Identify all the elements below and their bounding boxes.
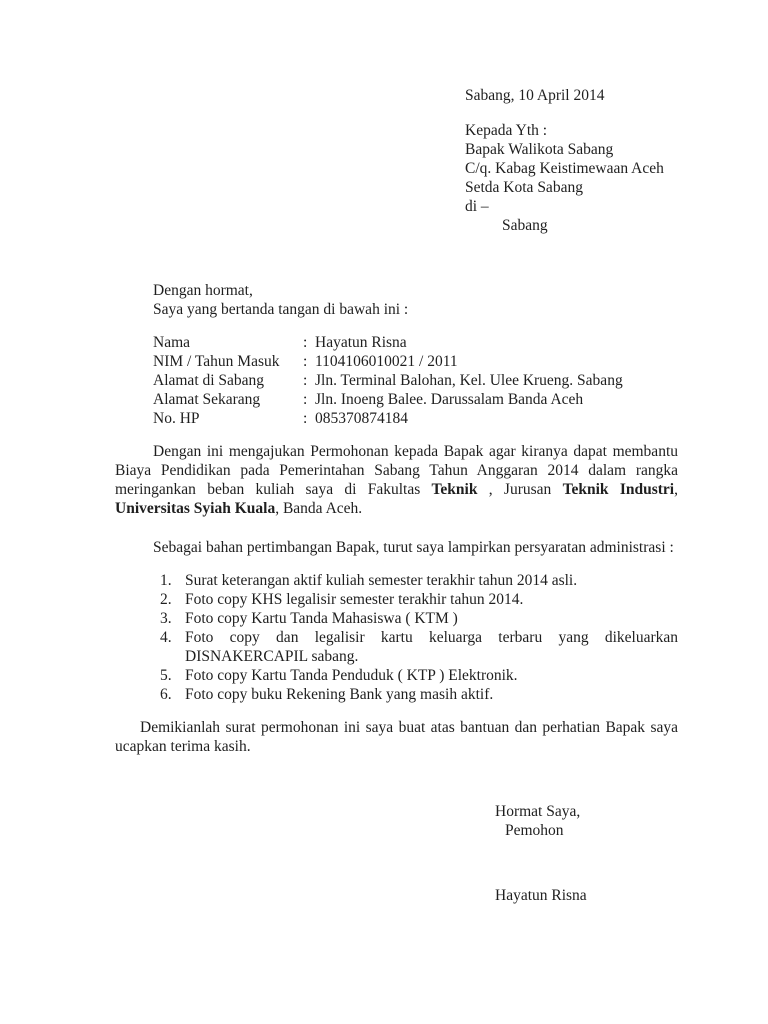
list-number: 1. bbox=[160, 572, 172, 589]
identity-value: Jln. Terminal Balohan, Kel. Ulee Krueng. Sabang bbox=[315, 372, 623, 389]
list-text: Foto copy dan legalisir kartu keluarga terbaru yang dikeluarkan DISNAKERCAPIL sabang. bbox=[185, 629, 678, 665]
list-text: Surat keterangan aktif kuliah semester terakhir tahun 2014 asli. bbox=[185, 572, 578, 589]
recipient-city: Sabang bbox=[502, 217, 548, 234]
identity-table bbox=[153, 333, 678, 428]
identity-value: Jln. Inoeng Balee. Darussalam Banda Aceh bbox=[315, 391, 584, 408]
list-item bbox=[160, 666, 678, 685]
identity-value: 085370874184 bbox=[315, 410, 408, 427]
request-paragraph bbox=[115, 442, 678, 518]
identity-row bbox=[153, 409, 678, 428]
signature-name: Hayatun Risna bbox=[495, 887, 587, 904]
recipient-salutation: Kepada Yth : bbox=[465, 122, 548, 139]
identity-row bbox=[153, 390, 678, 409]
attachment-list bbox=[160, 571, 678, 704]
recipient-line: C/q. Kabag Keistimewaan Aceh bbox=[465, 160, 664, 177]
list-number: 3. bbox=[160, 610, 172, 627]
identity-label: Alamat di Sabang bbox=[153, 372, 265, 389]
attachments-intro: Sebagai bahan pertimbangan Bapak, turut saya lampirkan persyaratan administrasi : bbox=[153, 539, 674, 556]
major-name: Teknik Industri bbox=[562, 481, 675, 498]
greeting-line: Dengan hormat, bbox=[153, 282, 253, 299]
request-text: , bbox=[674, 481, 678, 498]
identity-separator: : bbox=[303, 410, 308, 427]
identity-separator: : bbox=[303, 391, 308, 408]
recipient-line: di – bbox=[465, 198, 489, 215]
list-item bbox=[160, 685, 678, 704]
recipient-block bbox=[465, 121, 678, 235]
identity-separator: : bbox=[303, 334, 308, 351]
identity-label: Alamat Sekarang bbox=[153, 391, 261, 408]
list-text: Foto copy Kartu Tanda Penduduk ( KTP ) Elektronik. bbox=[185, 667, 518, 684]
identity-label: Nama bbox=[153, 334, 191, 351]
identity-row bbox=[153, 352, 678, 371]
identity-row bbox=[153, 333, 678, 352]
request-text: , Jurusan bbox=[477, 481, 563, 498]
identity-separator: : bbox=[303, 353, 308, 370]
identity-label: NIM / Tahun Masuk bbox=[153, 353, 280, 370]
list-text: Foto copy KHS legalisir semester terakhir tahun 2014. bbox=[185, 591, 524, 608]
request-text: Dengan ini mengajukan Permohonan kepada Bapak agar kiranya dapat membantu Biaya Pendidikan pada Pemerintahan Sabang Tahun Anggaran 2014 dalam rangka meringankan beban kuliah saya di Fakultas bbox=[115, 443, 678, 498]
list-number: 5. bbox=[160, 667, 172, 684]
date-line: Sabang, 10 April 2014 bbox=[465, 87, 605, 104]
identity-label: No. HP bbox=[153, 410, 200, 427]
list-text: Foto copy buku Rekening Bank yang masih aktif. bbox=[185, 686, 494, 703]
request-text: , Banda Aceh. bbox=[275, 500, 363, 517]
identity-separator: : bbox=[303, 372, 308, 389]
signature-block bbox=[495, 802, 678, 905]
recipient-line: Bapak Walikota Sabang bbox=[465, 141, 614, 158]
list-number: 4. bbox=[160, 629, 172, 646]
list-item bbox=[160, 571, 678, 590]
list-text: Foto copy Kartu Tanda Mahasiswa ( KTM ) bbox=[185, 610, 458, 627]
list-item bbox=[160, 609, 678, 628]
signature-salutation: Hormat Saya, bbox=[495, 803, 581, 820]
list-number: 6. bbox=[160, 686, 172, 703]
intro-line: Saya yang bertanda tangan di bawah ini : bbox=[153, 301, 409, 318]
university-name: Universitas Syiah Kuala bbox=[115, 500, 276, 517]
greeting-block bbox=[153, 281, 678, 319]
closing-paragraph: Demikianlah surat permohonan ini saya buat atas bantuan dan perhatian Bapak saya ucapkan terima kasih. bbox=[115, 719, 678, 755]
identity-row bbox=[153, 371, 678, 390]
list-number: 2. bbox=[160, 591, 172, 608]
signature-role: Pemohon bbox=[505, 822, 564, 839]
identity-value: 1104106010021 / 2011 bbox=[315, 353, 458, 370]
faculty-name: Teknik bbox=[431, 481, 478, 498]
recipient-line: Setda Kota Sabang bbox=[465, 179, 583, 196]
identity-value: Hayatun Risna bbox=[315, 334, 407, 351]
list-item bbox=[160, 590, 678, 609]
list-item bbox=[160, 628, 678, 666]
